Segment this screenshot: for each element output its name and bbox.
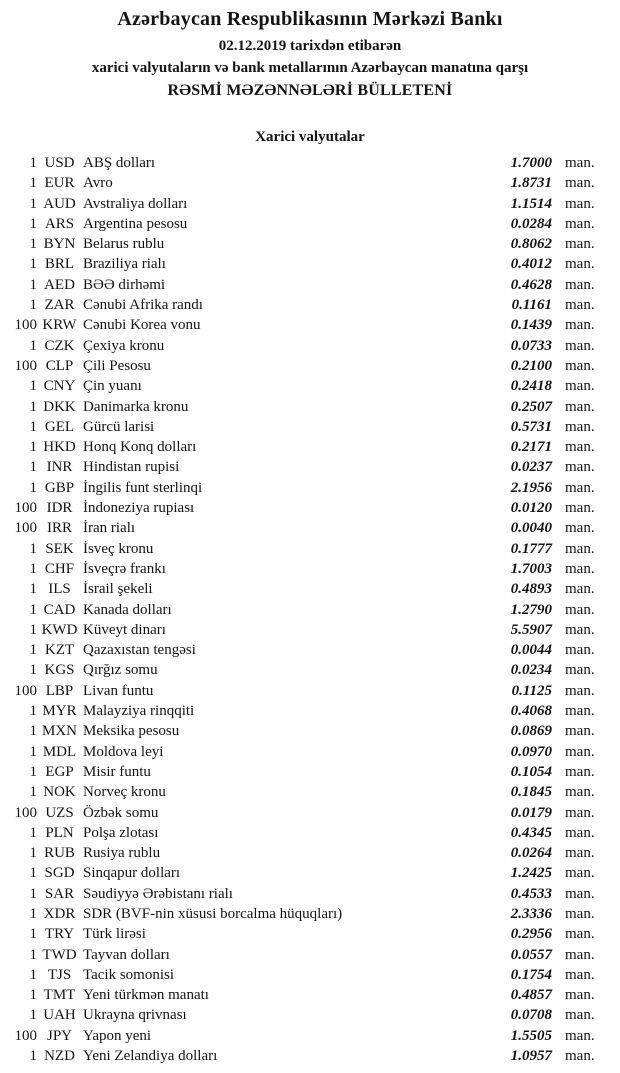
rate-unit-label: man. xyxy=(565,236,595,253)
currency-code: USD xyxy=(44,155,75,171)
rate-value: 0.1845 xyxy=(510,784,552,801)
currency-code: ZAR xyxy=(44,297,75,314)
rate-quantity: 1 xyxy=(29,175,37,192)
rate-unit-label: man. xyxy=(565,500,595,517)
currency-code: CZK xyxy=(44,337,75,354)
rate-unit-label: man. xyxy=(565,662,595,679)
rate-value: 0.4012 xyxy=(510,256,552,273)
rate-value: 0.2171 xyxy=(510,439,552,456)
bulletin-subtitle: xarici valyutaların və bank metallarının Azərbaycan manatına qarşı xyxy=(91,60,529,76)
rate-unit-label: man. xyxy=(565,175,595,192)
rate-row xyxy=(0,194,620,214)
rate-row xyxy=(0,254,620,274)
rate-value: 0.4857 xyxy=(510,987,552,1004)
rate-value: 0.0044 xyxy=(510,642,552,659)
rate-value: 0.4628 xyxy=(510,276,552,293)
currency-name: Kanada dolları xyxy=(83,601,172,618)
rate-value: 0.0040 xyxy=(510,520,552,537)
rate-row xyxy=(0,843,620,863)
bank-name-title: Azərbaycan Respublikasının Mərkəzi Bankı xyxy=(117,8,503,30)
rate-quantity: 1 xyxy=(29,337,37,354)
rate-row xyxy=(0,823,620,843)
rate-row xyxy=(0,1046,620,1066)
rate-row xyxy=(0,315,620,335)
rate-row xyxy=(0,965,620,985)
currency-name: Yeni türkmən manatı xyxy=(83,987,209,1004)
rate-row xyxy=(0,539,620,559)
rate-unit-label: man. xyxy=(565,540,595,557)
rate-quantity: 1 xyxy=(29,621,37,638)
currency-name: Tayvan dolları xyxy=(83,946,170,963)
rate-unit-label: man. xyxy=(565,865,595,882)
rate-row xyxy=(0,620,620,640)
rate-quantity: 1 xyxy=(29,905,37,922)
currency-name: Moldova leyi xyxy=(83,743,164,760)
currency-code: TWD xyxy=(42,946,77,963)
rate-value: 0.4068 xyxy=(510,703,552,720)
rate-row xyxy=(0,660,620,680)
rate-quantity: 100 xyxy=(14,520,37,537)
currency-name: Malayziya rinqqiti xyxy=(83,703,195,720)
rate-quantity: 1 xyxy=(29,398,37,415)
rate-quantity: 1 xyxy=(29,784,37,801)
currency-code: GBP xyxy=(44,479,75,496)
currency-name: Hindistan rupisi xyxy=(83,459,180,476)
rate-row xyxy=(0,437,620,457)
currency-code: PLN xyxy=(45,824,74,841)
currency-name: Özbək somu xyxy=(83,804,159,821)
currency-code: DKK xyxy=(43,398,76,415)
rate-value: 0.0264 xyxy=(510,845,552,862)
currency-code: AED xyxy=(44,276,75,293)
rate-row xyxy=(0,336,620,356)
rate-row xyxy=(0,498,620,518)
rate-value: 0.0284 xyxy=(510,215,552,232)
currency-code: UAH xyxy=(43,1007,76,1024)
rate-unit-label: man. xyxy=(565,926,595,943)
currency-name: Braziliya rialı xyxy=(83,256,166,273)
rate-row xyxy=(0,681,620,701)
rate-value: 0.0234 xyxy=(510,662,552,679)
rate-value: 1.0957 xyxy=(510,1048,552,1065)
currency-code: KZT xyxy=(44,642,75,659)
currency-name: İsrail şekeli xyxy=(83,581,153,598)
rate-row xyxy=(0,579,620,599)
rate-value: 0.0970 xyxy=(510,743,552,760)
currency-name: Çili Pesosu xyxy=(83,357,151,374)
rate-unit-label: man. xyxy=(565,946,595,963)
currency-name: İsveçrə frankı xyxy=(83,560,166,577)
rate-unit-label: man. xyxy=(565,378,595,395)
rate-quantity: 1 xyxy=(29,763,37,780)
rate-unit-label: man. xyxy=(565,520,595,537)
rate-quantity: 1 xyxy=(29,824,37,841)
rate-quantity: 1 xyxy=(29,987,37,1004)
rate-quantity: 1 xyxy=(29,418,37,435)
currency-name: Belarus rublu xyxy=(83,236,165,253)
currency-code: SGD xyxy=(44,865,75,882)
rate-row xyxy=(0,214,620,234)
rate-quantity: 1 xyxy=(29,540,37,557)
rate-quantity: 100 xyxy=(14,1027,37,1044)
currency-code: KGS xyxy=(44,662,75,679)
rate-value: 0.0733 xyxy=(510,337,552,354)
currency-name: Qırğız somu xyxy=(83,662,158,679)
rate-quantity: 1 xyxy=(29,662,37,679)
rate-row xyxy=(0,884,620,904)
rate-unit-label: man. xyxy=(565,398,595,415)
currency-code: SAR xyxy=(44,885,75,902)
rate-quantity: 1 xyxy=(29,1048,37,1065)
currency-code: EGP xyxy=(45,763,74,780)
currency-name: Honq Konq dolları xyxy=(83,439,197,456)
rate-row xyxy=(0,640,620,660)
rate-unit-label: man. xyxy=(565,966,595,983)
rate-quantity: 1 xyxy=(29,1007,37,1024)
rate-unit-label: man. xyxy=(565,642,595,659)
rate-row xyxy=(0,234,620,254)
currency-code: HKD xyxy=(43,439,76,456)
rate-unit-label: man. xyxy=(565,195,595,212)
exchange-rates-table xyxy=(0,153,620,1066)
rate-unit-label: man. xyxy=(565,682,595,699)
rate-quantity: 1 xyxy=(29,195,37,212)
rate-unit-label: man. xyxy=(565,845,595,862)
currency-code: SEK xyxy=(45,540,74,557)
rate-row xyxy=(0,904,620,924)
rate-row xyxy=(0,417,620,437)
currency-code: IRR xyxy=(46,520,72,537)
rate-unit-label: man. xyxy=(565,703,595,720)
rate-value: 0.4345 xyxy=(510,824,552,841)
currency-name: Küveyt dinarı xyxy=(83,621,166,638)
rate-unit-label: man. xyxy=(565,357,595,374)
rate-unit-label: man. xyxy=(565,297,595,314)
rate-unit-label: man. xyxy=(565,723,595,740)
rate-row xyxy=(0,518,620,538)
currency-name: Misir funtu xyxy=(83,763,151,780)
rate-quantity: 1 xyxy=(29,560,37,577)
currency-name: Argentina pesosu xyxy=(83,215,188,232)
currency-name: Türk lirəsi xyxy=(83,926,146,943)
currency-code: CLP xyxy=(45,357,74,374)
currency-code: GEL xyxy=(44,418,75,435)
rate-value: 2.1956 xyxy=(510,479,552,496)
currency-code: BYN xyxy=(43,236,76,253)
rate-row xyxy=(0,803,620,823)
currency-code: NOK xyxy=(43,784,76,801)
currency-code: TMT xyxy=(43,987,76,1004)
currency-code: JPY xyxy=(46,1027,72,1044)
currency-code: BRL xyxy=(44,256,75,273)
rate-quantity: 1 xyxy=(29,926,37,943)
bulletin-header xyxy=(0,0,620,100)
currency-code: UZS xyxy=(45,804,74,821)
currency-code: KWD xyxy=(41,621,78,638)
rate-unit-label: man. xyxy=(565,459,595,476)
rate-unit-label: man. xyxy=(565,317,595,334)
rate-unit-label: man. xyxy=(565,601,595,618)
rate-row xyxy=(0,985,620,1005)
currency-name: İsveç kronu xyxy=(83,540,154,557)
currency-code: NZD xyxy=(44,1048,75,1065)
rate-quantity: 1 xyxy=(29,297,37,314)
rate-quantity: 100 xyxy=(14,500,37,517)
rate-value: 0.4893 xyxy=(510,581,552,598)
currency-name: Cənubi Korea vonu xyxy=(83,317,201,334)
rate-quantity: 1 xyxy=(29,703,37,720)
rate-value: 0.0557 xyxy=(510,946,552,963)
rate-unit-label: man. xyxy=(565,743,595,760)
rate-quantity: 1 xyxy=(29,743,37,760)
rate-quantity: 1 xyxy=(29,215,37,232)
rate-row xyxy=(0,275,620,295)
rate-row xyxy=(0,457,620,477)
currency-code: KRW xyxy=(42,317,77,334)
rate-row xyxy=(0,397,620,417)
rate-row xyxy=(0,600,620,620)
rate-row xyxy=(0,1026,620,1046)
rate-unit-label: man. xyxy=(565,885,595,902)
rate-quantity: 100 xyxy=(14,804,37,821)
rate-value: 0.1161 xyxy=(511,297,552,314)
currency-name: Danimarka kronu xyxy=(83,398,189,415)
rate-row xyxy=(0,153,620,173)
rate-quantity: 1 xyxy=(29,378,37,395)
currency-name: Yapon yeni xyxy=(83,1027,152,1044)
rate-row xyxy=(0,924,620,944)
currency-code: TRY xyxy=(44,926,75,943)
currency-name: Qazaxıstan tengəsi xyxy=(83,642,196,659)
rate-value: 0.0179 xyxy=(510,804,552,821)
currency-code: RUB xyxy=(44,845,75,862)
currency-code: XDR xyxy=(43,905,76,922)
rate-unit-label: man. xyxy=(565,215,595,232)
rate-quantity: 100 xyxy=(14,357,37,374)
rate-row xyxy=(0,376,620,396)
rate-unit-label: man. xyxy=(565,256,595,273)
currency-code: INR xyxy=(46,459,73,476)
currency-name: İran rialı xyxy=(83,520,136,537)
currency-name: BƏƏ dirhəmi xyxy=(83,276,166,293)
currency-name: Çin yuanı xyxy=(83,378,142,395)
rate-value: 1.8731 xyxy=(510,175,552,192)
rate-value: 0.1054 xyxy=(510,763,552,780)
rate-value: 0.2507 xyxy=(510,398,552,415)
rate-quantity: 1 xyxy=(29,155,37,171)
rate-value: 0.0708 xyxy=(510,1007,552,1024)
rate-unit-label: man. xyxy=(565,560,595,577)
currency-name: Sinqapur dolları xyxy=(83,865,181,882)
rate-value: 0.1125 xyxy=(511,682,552,699)
currency-code: LBP xyxy=(45,682,74,699)
currency-code: CNY xyxy=(43,378,76,395)
rate-value: 0.1754 xyxy=(510,966,552,983)
rate-value: 0.4533 xyxy=(510,885,552,902)
rate-unit-label: man. xyxy=(565,155,595,171)
currency-code: TJS xyxy=(47,966,72,983)
rate-row xyxy=(0,559,620,579)
rate-quantity: 1 xyxy=(29,642,37,659)
rate-unit-label: man. xyxy=(565,276,595,293)
rate-value: 1.7000 xyxy=(510,155,552,171)
effective-date-line: 02.12.2019 tarixdən etibarən xyxy=(218,38,402,54)
rate-row xyxy=(0,782,620,802)
rate-quantity: 1 xyxy=(29,459,37,476)
rate-quantity: 1 xyxy=(29,946,37,963)
rate-quantity: 1 xyxy=(29,276,37,293)
rate-row xyxy=(0,173,620,193)
rate-value: 1.2425 xyxy=(510,865,552,882)
rate-row xyxy=(0,356,620,376)
rate-row xyxy=(0,863,620,883)
rate-value: 5.5907 xyxy=(510,621,552,638)
rate-value: 1.5505 xyxy=(510,1027,552,1044)
rate-value: 2.3336 xyxy=(510,905,552,922)
rate-quantity: 1 xyxy=(29,439,37,456)
rate-unit-label: man. xyxy=(565,621,595,638)
currency-name: Tacik somonisi xyxy=(83,966,175,983)
currency-name: Çexiya kronu xyxy=(83,337,165,354)
rate-unit-label: man. xyxy=(565,479,595,496)
rate-quantity: 1 xyxy=(29,601,37,618)
currency-code: EUR xyxy=(44,175,75,192)
currency-code: IDR xyxy=(46,500,73,517)
currency-name: Livan funtu xyxy=(83,682,154,699)
rate-quantity: 1 xyxy=(29,885,37,902)
rate-row xyxy=(0,295,620,315)
currency-name: Səudiyyə Ərəbistanı rialı xyxy=(83,885,233,902)
rate-unit-label: man. xyxy=(565,763,595,780)
rate-unit-label: man. xyxy=(565,418,595,435)
rate-quantity: 1 xyxy=(29,256,37,273)
currency-name: İndoneziya rupiası xyxy=(83,500,195,517)
rate-unit-label: man. xyxy=(565,1048,595,1065)
rate-row xyxy=(0,701,620,721)
currency-name: Norveç kronu xyxy=(83,784,166,801)
section-title-foreign-currencies: Xarici valyutalar xyxy=(255,129,365,145)
rate-value: 0.8062 xyxy=(510,236,552,253)
rate-quantity: 1 xyxy=(29,865,37,882)
bulletin-title: RƏSMİ MƏZƏNNƏLƏRİ BÜLLETENİ xyxy=(167,82,453,99)
currency-code: MYR xyxy=(42,703,77,720)
currency-code: ILS xyxy=(48,581,71,598)
currency-name: Gürcü larisi xyxy=(83,418,155,435)
rate-value: 0.0237 xyxy=(510,459,552,476)
currency-name: Polşa zlotası xyxy=(83,824,159,841)
rate-row xyxy=(0,721,620,741)
currency-name: Avstraliya dolları xyxy=(83,195,188,212)
currency-code: MDL xyxy=(42,743,77,760)
currency-name: Avro xyxy=(83,175,113,192)
rate-value: 1.7003 xyxy=(510,560,552,577)
currency-name: SDR (BVF-nin xüsusi borcalma hüquqları) xyxy=(83,905,343,922)
rate-value: 0.1439 xyxy=(510,317,552,334)
rate-value: 0.0869 xyxy=(510,723,552,740)
rate-unit-label: man. xyxy=(565,1007,595,1024)
rate-quantity: 100 xyxy=(14,682,37,699)
rate-value: 0.2956 xyxy=(510,926,552,943)
currency-code: CAD xyxy=(43,601,76,618)
rate-unit-label: man. xyxy=(565,439,595,456)
rate-value: 0.5731 xyxy=(510,418,552,435)
rate-row xyxy=(0,478,620,498)
currency-name: Cənubi Afrika randı xyxy=(83,297,203,314)
currency-name: İngilis funt sterlinqi xyxy=(83,479,203,496)
rate-quantity: 100 xyxy=(14,317,37,334)
rate-value: 0.0120 xyxy=(510,500,552,517)
rate-unit-label: man. xyxy=(565,987,595,1004)
rate-row xyxy=(0,762,620,782)
currency-name: Meksika pesosu xyxy=(83,723,180,740)
currency-name: Ukrayna qrivnası xyxy=(83,1007,187,1024)
rate-unit-label: man. xyxy=(565,804,595,821)
rate-value: 0.1777 xyxy=(510,540,552,557)
rate-quantity: 1 xyxy=(29,479,37,496)
rate-unit-label: man. xyxy=(565,784,595,801)
rate-value: 1.1514 xyxy=(510,195,552,212)
rate-value: 0.2418 xyxy=(510,378,552,395)
currency-name: Yeni Zelandiya dolları xyxy=(83,1048,218,1065)
rate-value: 0.2100 xyxy=(510,357,552,374)
rate-unit-label: man. xyxy=(565,905,595,922)
rate-value: 1.2790 xyxy=(510,601,552,618)
currency-name: Rusiya rublu xyxy=(83,845,161,862)
currency-code: CHF xyxy=(44,560,75,577)
rate-quantity: 1 xyxy=(29,966,37,983)
rate-row xyxy=(0,945,620,965)
rate-unit-label: man. xyxy=(565,581,595,598)
rate-unit-label: man. xyxy=(565,337,595,354)
rate-quantity: 1 xyxy=(29,723,37,740)
currency-code: MXN xyxy=(41,723,77,740)
rate-row xyxy=(0,1005,620,1025)
rate-quantity: 1 xyxy=(29,845,37,862)
rate-unit-label: man. xyxy=(565,824,595,841)
currency-code: AUD xyxy=(43,195,76,212)
rate-unit-label: man. xyxy=(565,1027,595,1044)
currency-code: ARS xyxy=(44,215,75,232)
rate-quantity: 1 xyxy=(29,236,37,253)
rate-row xyxy=(0,742,620,762)
currency-name: ABŞ dolları xyxy=(83,155,156,171)
rate-quantity: 1 xyxy=(29,581,37,598)
